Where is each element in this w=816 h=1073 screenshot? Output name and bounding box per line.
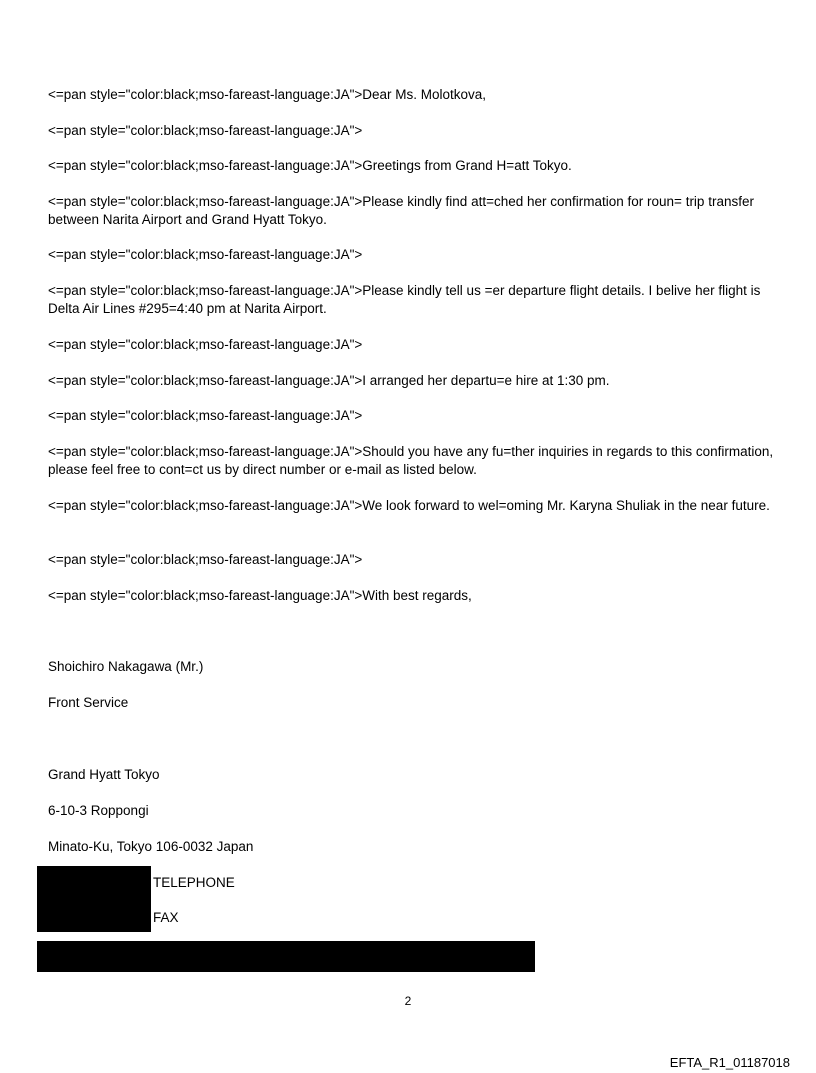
redaction-phone-fax [37,866,151,932]
body-line-closing: <=pan style="color:black;mso-fareast-language:JA">With best regards, [48,588,472,603]
body-line-blank: <=pan style="color:black;mso-fareast-language:JA"> [48,123,363,138]
body-line-departure-hire: <=pan style="color:black;mso-fareast-language:JA">I arranged her departu=e hire at 1:30 pm. [48,373,610,388]
signature-city: Minato-Ku, Tokyo 106-0032 Japan [48,839,254,854]
body-line-inquiries: <=pan style="color:black;mso-fareast-language:JA">Should you have any fu=ther inquiries in regards to this confirmation, please feel free to cont=ct us by direct number or e-mail as listed below. [48,444,774,477]
signature-hotel: Grand Hyatt Tokyo [48,767,160,782]
body-line-look-forward: <=pan style="color:black;mso-fareast-language:JA">We look forward to wel=oming Mr. Karyna Shuliak in the near future. [48,498,770,513]
body-line-confirmation: <=pan style="color:black;mso-fareast-language:JA">Please kindly find att=ched her confirmation for roun= trip transfer between Narita Airport and Grand Hyatt Tokyo. [48,194,754,227]
body-line-salutation: <=pan style="color:black;mso-fareast-language:JA">Dear Ms. Molotkova, [48,87,487,102]
page-number: 2 [404,994,412,1008]
body-line-flight-details: <=pan style="color:black;mso-fareast-language:JA">Please kindly tell us =er departure flight details. I belive her flight is Delta Air Lines #295=4:40 pm at Narita Airport. [48,283,761,316]
body-line-blank: <=pan style="color:black;mso-fareast-language:JA"> [48,247,363,262]
telephone-label: TELEPHONE [153,875,235,890]
redaction-email [37,941,535,972]
body-line-blank: <=pan style="color:black;mso-fareast-language:JA"> [48,552,363,567]
signature-name: Shoichiro Nakagawa (Mr.) [48,659,204,674]
document-id: EFTA_R1_01187018 [669,1055,790,1070]
body-line-blank: <=pan style="color:black;mso-fareast-language:JA"> [48,408,363,423]
body-line-greeting: <=pan style="color:black;mso-fareast-language:JA">Greetings from Grand H=att Tokyo. [48,158,572,173]
fax-label: FAX [153,910,179,925]
signature-department: Front Service [48,695,129,710]
body-line-blank: <=pan style="color:black;mso-fareast-language:JA"> [48,337,363,352]
signature-street: 6-10-3 Roppongi [48,803,149,818]
